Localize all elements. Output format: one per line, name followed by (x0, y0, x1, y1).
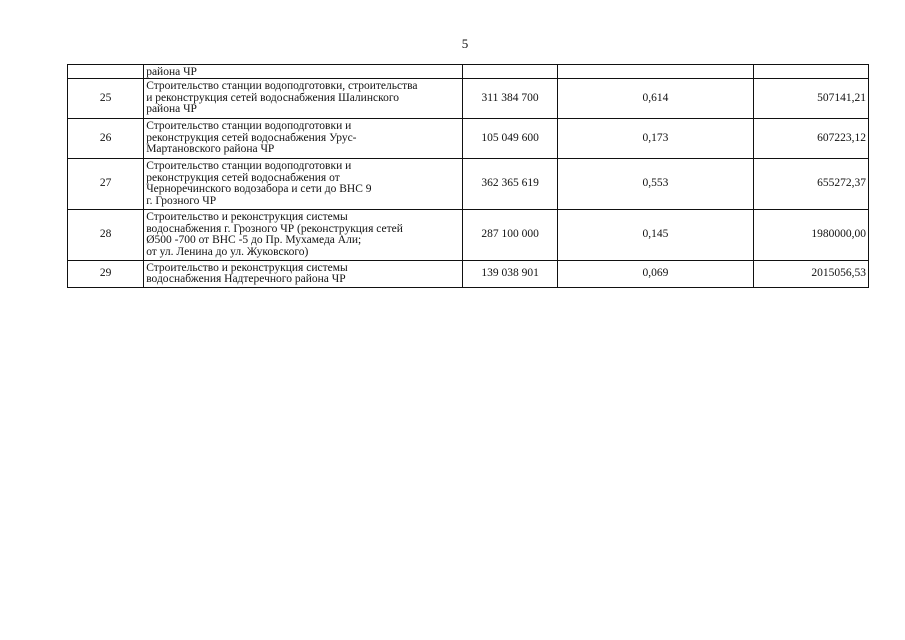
cell-name (144, 210, 463, 261)
cell-coef: 0,069 (558, 261, 753, 288)
cell-cost: 287 100 000 (462, 210, 557, 261)
cell-value: 2015056,53 (753, 261, 868, 288)
cell-cost: 362 365 619 (462, 159, 557, 210)
cell-name (144, 79, 463, 119)
cell-num: 29 (68, 261, 144, 288)
page-number: 5 (461, 36, 469, 51)
cell-cost: 105 049 600 (462, 119, 557, 159)
table-row-continuation (68, 65, 869, 79)
name-text: Строительство станции водоподготовки и реконструкция сетей водоснабжения Урус- Мартановского района ЧР (146, 120, 357, 156)
cell-value: 1980000,00 (753, 210, 868, 261)
cell-name (144, 261, 463, 288)
table-row (68, 261, 869, 288)
cell-coef: 0,614 (558, 79, 753, 119)
cell-value: 507141,21 (753, 79, 868, 119)
name-text: Строительство станции водоподготовки, строительства и реконструкция сетей водоснабжения Шалинского района ЧР (146, 80, 418, 116)
cell-num: 27 (68, 159, 144, 210)
cell-num: 25 (68, 79, 144, 119)
cell-num: 26 (68, 119, 144, 159)
cell-value: 607223,12 (753, 119, 868, 159)
cell-cost: 311 384 700 (462, 79, 557, 119)
table-row (68, 159, 869, 210)
name-text: района ЧР (146, 66, 197, 78)
cell-coef: 0,145 (558, 210, 753, 261)
cell-cost: 139 038 901 (462, 261, 557, 288)
table-row (68, 210, 869, 261)
cell-name (144, 65, 463, 79)
cell-num (68, 65, 144, 79)
name-text: Строительство и реконструкция системы водоснабжения Надтеречного района ЧР (146, 261, 348, 285)
cell-cost (462, 65, 557, 79)
cell-name (144, 119, 463, 159)
cell-value (753, 65, 868, 79)
cell-name (144, 159, 463, 210)
name-text: Строительство станции водоподготовки и реконструкция сетей водоснабжения от Черноречинского водозабора и сети до ВНС 9 г. Грозного ЧР (146, 160, 372, 207)
cell-coef: 0,553 (558, 159, 753, 210)
cell-num: 28 (68, 210, 144, 261)
name-text: Строительство и реконструкция системы водоснабжения г. Грозного ЧР (реконструкция сетей Ø500 -700 от ВНС -5 до Пр. Мухамеда Али; от ул. Ленина до ул. Жуковского) (146, 211, 403, 258)
cell-value: 655272,37 (753, 159, 868, 210)
cell-coef (558, 65, 753, 79)
table-row (68, 79, 869, 119)
table-row (68, 119, 869, 159)
data-table (67, 64, 869, 288)
cell-coef: 0,173 (558, 119, 753, 159)
